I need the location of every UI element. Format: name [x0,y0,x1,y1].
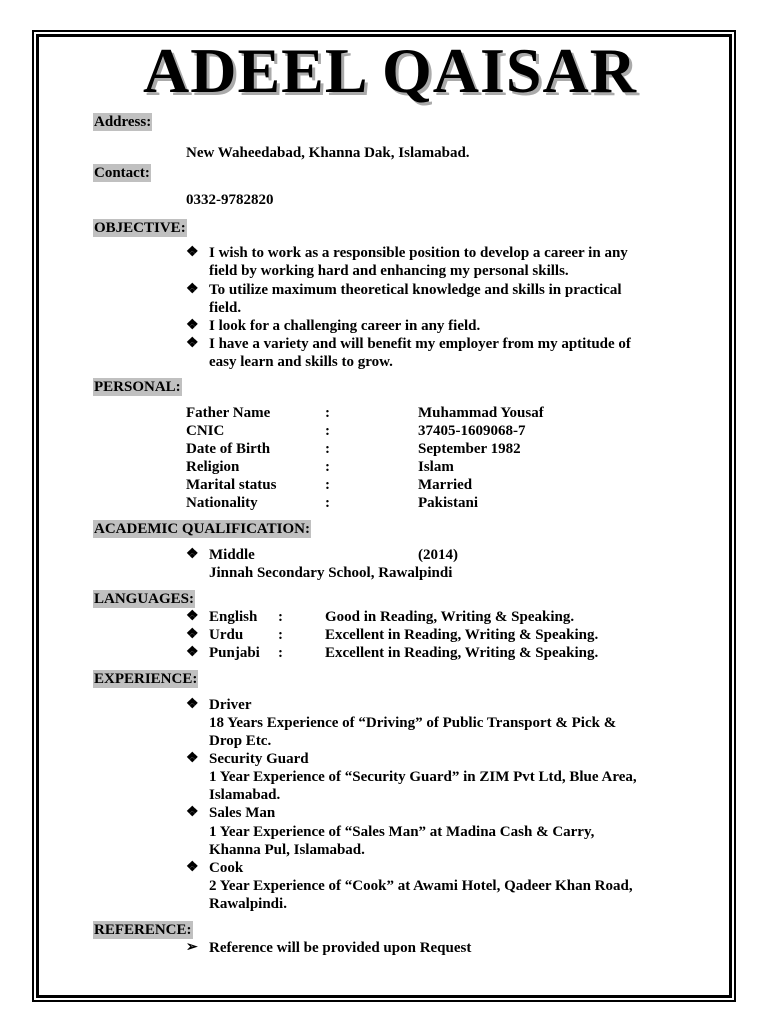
language-name: Urdu [209,627,244,643]
personal-label: Father Name [186,405,271,421]
language-level: Good in Reading, Writing & Speaking. [325,609,575,625]
personal-value: 37405-1609068-7 [418,423,526,439]
language-level: Excellent in Reading, Writing & Speaking. [325,627,599,643]
experience-detail: 1 Year Experience of “Sales Man” at Madina Cash & Carry, [209,824,595,840]
personal-value: September 1982 [418,441,521,457]
personal-separator: : [325,441,330,457]
experience-detail: Rawalpindi. [209,896,287,912]
experience-detail: Drop Etc. [209,733,272,749]
reference-text: Reference will be provided upon Request [209,940,472,956]
address-value: New Waheedabad, Khanna Dak, Islamabad. [186,145,470,161]
academic-school: Jinnah Secondary School, Rawalpindi [209,565,453,581]
objective-item-line: field. [209,300,242,316]
reference-heading: REFERENCE: [94,922,192,938]
experience-bullet-icon: ❖ [186,860,199,875]
experience-detail: 1 Year Experience of “Security Guard” in ZIM Pvt Ltd, Blue Area, [209,769,637,785]
academic-bullet-icon: ❖ [186,547,199,562]
personal-separator: : [325,495,330,511]
personal-value: Islam [418,459,454,475]
experience-bullet-icon: ❖ [186,751,199,766]
language-bullet-icon: ❖ [186,609,199,624]
objective-item-line: To utilize maximum theoretical knowledge and skills in practical [209,282,622,298]
experience-detail: 2 Year Experience of “Cook” at Awami Hotel, Qadeer Khan Road, [209,878,633,894]
arrow-bullet-icon: ➢ [186,940,198,955]
personal-separator: : [325,459,330,475]
contact-value: 0332-9782820 [186,192,274,208]
personal-value: Pakistani [418,495,479,511]
personal-label: CNIC [186,423,225,439]
objective-bullet-icon: ❖ [186,318,199,333]
personal-label: Nationality [186,495,258,511]
experience-detail: Khanna Pul, Islamabad. [209,842,365,858]
language-bullet-icon: ❖ [186,645,199,660]
objective-item-line: I look for a challenging career in any field. [209,318,481,334]
personal-value: Muhammad Yousaf [418,405,544,421]
experience-title: Cook [209,860,244,876]
personal-separator: : [325,405,330,421]
language-name: Punjabi [209,645,260,661]
applicant-name: ADEEL QAISAR [143,35,637,106]
objective-heading: OBJECTIVE: [94,220,186,236]
language-separator: : [278,609,283,625]
objective-bullet-icon: ❖ [186,282,199,297]
experience-title: Security Guard [209,751,309,767]
language-bullet-icon: ❖ [186,627,199,642]
objective-bullet-icon: ❖ [186,336,199,351]
contact-heading: Contact: [94,165,150,181]
languages-heading: LANGUAGES: [94,591,195,607]
objective-bullet-icon: ❖ [186,245,199,260]
objective-item-line: easy learn and skills to grow. [209,354,393,370]
experience-heading: EXPERIENCE: [94,671,198,687]
personal-label: Religion [186,459,240,475]
objective-item-line: field by working hard and enhancing my personal skills. [209,263,569,279]
address-heading: Address: [94,114,152,130]
personal-label: Date of Birth [186,441,271,457]
language-separator: : [278,627,283,643]
experience-title: Driver [209,697,252,713]
experience-title: Sales Man [209,805,276,821]
objective-item-line: I wish to work as a responsible position to develop a career in any [209,245,628,261]
personal-heading: PERSONAL: [94,379,181,395]
personal-value: Married [418,477,473,493]
language-name: English [209,609,258,625]
objective-item-line: I have a variety and will benefit my employer from my aptitude of [209,336,631,352]
personal-label: Marital status [186,477,277,493]
academic-heading: ACADEMIC QUALIFICATION: [94,521,310,537]
experience-detail: 18 Years Experience of “Driving” of Public Transport & Pick & [209,715,617,731]
personal-separator: : [325,477,330,493]
language-separator: : [278,645,283,661]
academic-degree: Middle [209,547,255,563]
experience-bullet-icon: ❖ [186,805,199,820]
language-level: Excellent in Reading, Writing & Speaking. [325,645,599,661]
experience-detail: Islamabad. [209,787,281,803]
personal-separator: : [325,423,330,439]
academic-year: (2014) [418,547,458,563]
experience-bullet-icon: ❖ [186,697,199,712]
